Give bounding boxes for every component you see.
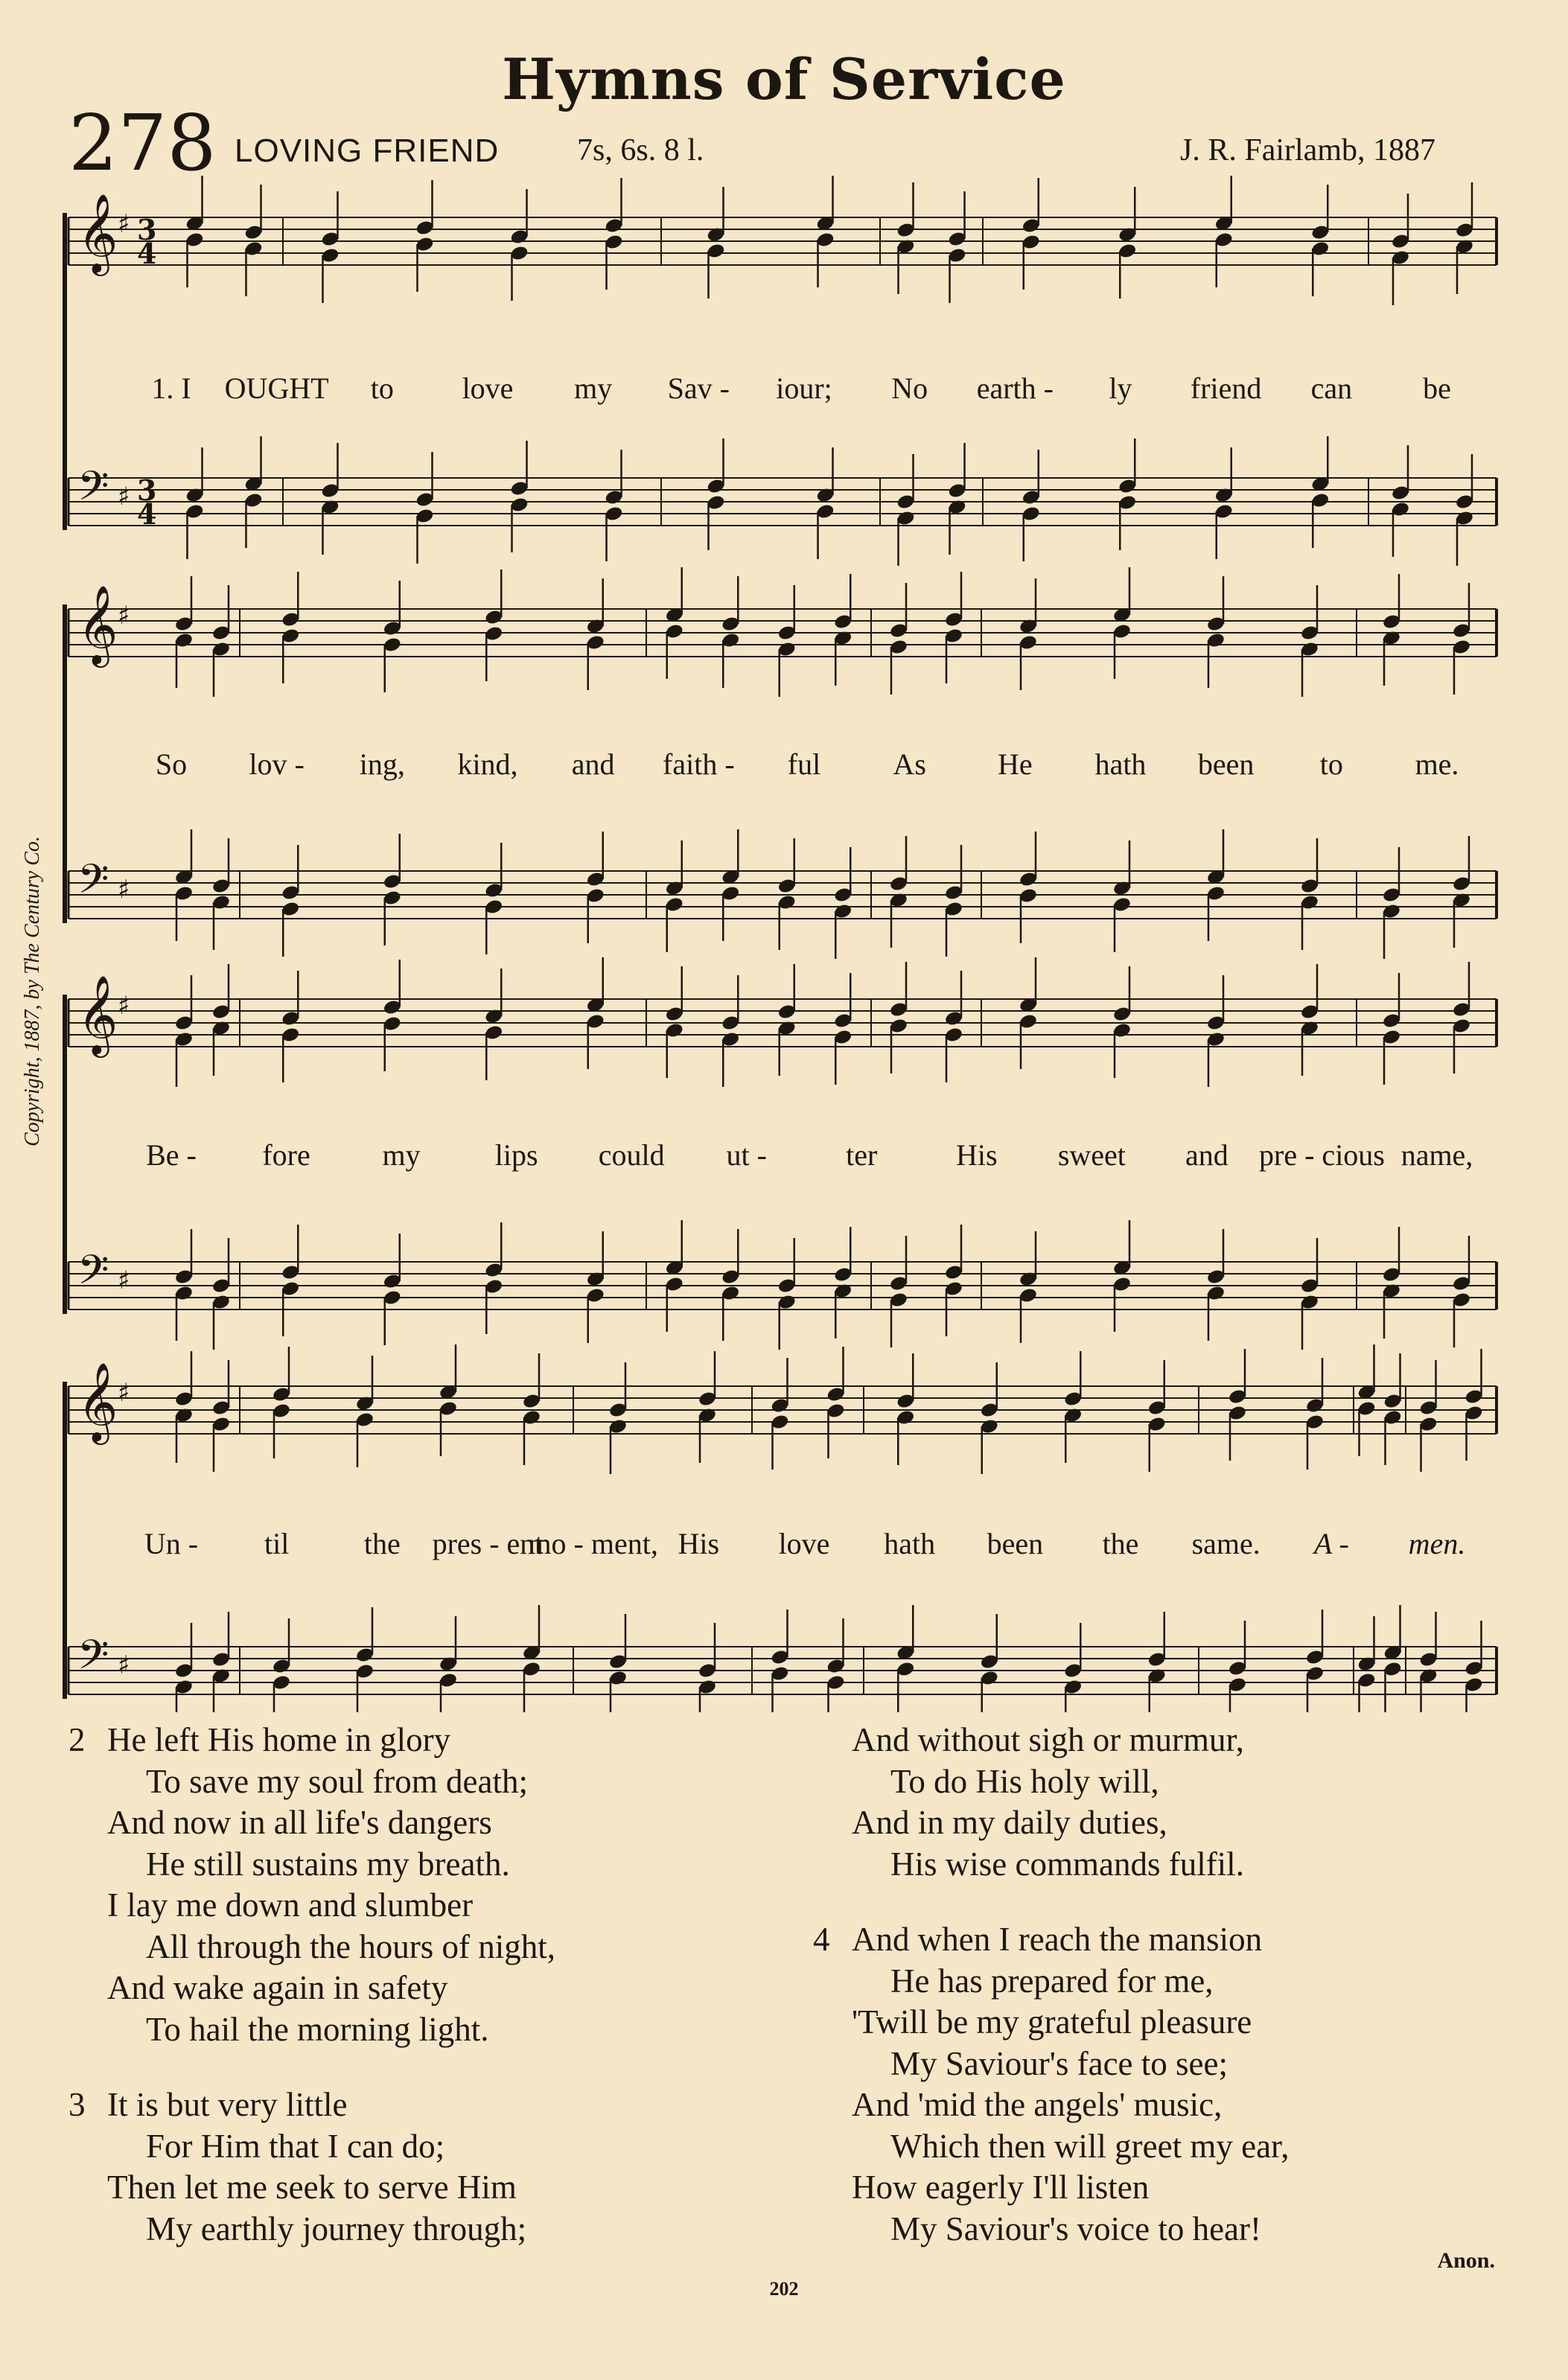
verse-text: His wise commands fulfil.: [890, 1845, 1244, 1883]
verse-line: [68, 2084, 555, 2126]
lyric-syllable: As: [893, 747, 926, 781]
lyric-syllable: 1. I: [151, 371, 191, 405]
lyric-syllable: His: [956, 1138, 998, 1172]
lyric-syllable: fore: [262, 1138, 310, 1172]
verse-stanza: [813, 1919, 1290, 2250]
verse-line: [813, 1844, 1290, 1886]
meter: 7s, 6s. 8 l.: [577, 133, 704, 168]
lyric-syllable: been: [987, 1527, 1044, 1560]
lyric-syllable: and: [571, 747, 615, 781]
key-signature-sharp: ♯: [118, 209, 130, 239]
verses-right-column: [813, 1720, 1290, 2284]
verse-text: My Saviour's face to see;: [890, 2044, 1228, 2082]
lyric-syllable: til: [264, 1527, 290, 1560]
lyric-syllable: faith -: [663, 747, 735, 781]
verse-text: How eagerly I'll listen: [852, 2169, 1150, 2206]
page-title: Hymns of Service: [502, 46, 1066, 112]
lyric-syllable: ter: [846, 1138, 878, 1172]
time-signature: 3: [137, 213, 157, 246]
key-signature-sharp: ♯: [118, 1266, 130, 1295]
lyric-syllable: iour;: [776, 371, 832, 405]
verse-text: Which then will greet my ear,: [890, 2127, 1290, 2165]
tune-name: LOVING FRIEND: [235, 133, 500, 169]
lyric-syllable: ly: [1109, 371, 1132, 405]
copyright-notice: Copyright, 1887, by The Century Co.: [21, 836, 44, 1146]
verse-text: Then let me seek to serve Him: [107, 2169, 517, 2206]
verse-text: He still sustains my breath.: [146, 1845, 510, 1883]
treble-clef: 𝄞: [77, 974, 118, 1054]
verse-stanza: [813, 1720, 1290, 1885]
verse-text: And 'mid the angels' music,: [852, 2086, 1223, 2123]
verse-text: 'Twill be my grateful pleasure: [852, 2003, 1252, 2041]
lyric-syllable: ful: [787, 747, 821, 781]
lyric-syllable: hath: [1094, 747, 1147, 781]
verse-stanza: [68, 1720, 555, 2050]
lyric-syllable: me.: [1415, 747, 1459, 781]
lyric-syllable: pres - ent: [432, 1527, 544, 1560]
lyric-syllable: the: [1102, 1527, 1139, 1560]
lyric-syllable: No: [891, 371, 928, 405]
lyric-syllable: sweet: [1057, 1138, 1126, 1172]
verse-text: To hail the morning light.: [146, 2010, 489, 2048]
lyric-syllable: friend: [1190, 371, 1262, 405]
verse-line: [813, 2167, 1290, 2209]
verse-line: [68, 2126, 555, 2168]
verse-text: And now in all life's dangers: [107, 1804, 492, 1841]
lyric-syllable: my: [574, 371, 613, 405]
key-signature-sharp: ♯: [118, 1650, 130, 1680]
bass-clef: 𝄢: [77, 462, 109, 520]
lyric-syllable: Sav -: [667, 371, 730, 405]
treble-clef: 𝄞: [77, 193, 118, 272]
verse-number: 4: [813, 1921, 830, 1958]
lyric-line: [0, 1526, 1568, 1571]
lyric-syllable: my: [382, 1138, 421, 1172]
lyric-syllable: ut -: [726, 1138, 767, 1172]
lyric-syllable: and: [1185, 1138, 1228, 1172]
verse-line: [68, 1968, 555, 2009]
lyric-syllable: Be -: [146, 1138, 197, 1172]
verse-number: 3: [68, 2086, 86, 2123]
verse-line: [813, 2084, 1290, 2126]
verse-text: And without sigh or murmur,: [852, 1721, 1244, 1758]
lyric-syllable: same.: [1191, 1527, 1261, 1560]
verse-line: [813, 2002, 1290, 2044]
lyric-syllable: mo - ment,: [528, 1527, 658, 1560]
lyric-syllable: to: [1319, 747, 1343, 781]
lyric-syllable: lov -: [249, 747, 305, 781]
verses-left-column: [68, 1720, 555, 2284]
hymn-number: 278: [68, 98, 217, 188]
lyric-syllable: men.: [1408, 1527, 1466, 1560]
verse-line: [68, 1761, 555, 1803]
lyric-line: [0, 747, 1568, 791]
verse-line: [813, 1919, 1290, 1961]
lyric-syllable: So: [155, 747, 188, 781]
verse-text: For Him that I can do;: [146, 2127, 445, 2165]
lyric-syllable: could: [598, 1138, 665, 1172]
verse-text: To save my soul from death;: [146, 1762, 528, 1800]
lyric-syllable: earth -: [976, 371, 1054, 405]
lyric-syllable: hath: [884, 1527, 936, 1560]
lyric-syllable: been: [1197, 747, 1255, 781]
verse-text: My earthly journey through;: [146, 2210, 527, 2247]
verse-text: And in my daily duties,: [852, 1804, 1167, 1841]
lyric-syllable: love: [778, 1527, 830, 1560]
lyric-syllable: lips: [494, 1138, 538, 1172]
verse-line: [813, 1720, 1290, 1761]
verse-number: 2: [68, 1721, 86, 1758]
lyric-syllable: the: [363, 1527, 401, 1560]
verse-line: [68, 1927, 555, 1968]
time-signature: 3: [137, 473, 157, 507]
verse-line: [813, 2044, 1290, 2085]
lyric-line: [0, 1138, 1568, 1182]
verse-line: [813, 1961, 1290, 2003]
verse-text: All through the hours of night,: [146, 1927, 555, 1965]
lyric-syllable: OUGHT: [224, 371, 329, 405]
verse-text: And wake again in safety: [107, 1969, 448, 2006]
lyric-syllable: He: [998, 747, 1033, 781]
lyric-syllable: love: [462, 371, 514, 405]
verse-line: [813, 1802, 1290, 1844]
author: Anon.: [1437, 2248, 1495, 2273]
bass-clef: 𝄢: [77, 1631, 109, 1688]
lyric-syllable: can: [1310, 371, 1353, 405]
verse-line: [813, 2126, 1290, 2168]
verse-text: My Saviour's voice to hear!: [890, 2210, 1261, 2247]
verse-text: It is but very little: [107, 2086, 348, 2123]
lyric-syllable: Un -: [144, 1527, 199, 1560]
verse-line: [68, 1802, 555, 1844]
bass-clef: 𝄢: [77, 855, 109, 913]
lyric-syllable: name,: [1400, 1138, 1473, 1172]
verse-line: [68, 1720, 555, 1761]
key-signature-sharp: ♯: [118, 991, 130, 1021]
lyric-syllable: be: [1423, 371, 1451, 405]
lyric-syllable: His: [678, 1527, 720, 1560]
bass-clef: 𝄢: [77, 1246, 109, 1304]
lyric-syllable: kind,: [457, 747, 518, 781]
page-number: 202: [769, 2278, 799, 2300]
lyric-line: [0, 371, 1568, 415]
verse-text: I lay me down and slumber: [107, 1886, 474, 1924]
key-signature-sharp: ♯: [118, 875, 130, 905]
treble-clef: 𝄞: [77, 1362, 118, 1441]
verse-line: [813, 2209, 1290, 2250]
verse-text: To do His holy will,: [890, 1762, 1159, 1800]
verse-text: He left His home in glory: [107, 1721, 451, 1758]
lyric-syllable: to: [370, 371, 394, 405]
verse-text: And when I reach the mansion: [852, 1921, 1263, 1958]
treble-clef: 𝄞: [77, 584, 118, 664]
key-signature-sharp: ♯: [118, 1378, 130, 1408]
key-signature-sharp: ♯: [118, 482, 130, 511]
verse-line: [813, 1761, 1290, 1803]
verse-stanza: [68, 2084, 555, 2250]
lyric-syllable: A -: [1313, 1527, 1349, 1560]
time-signature: 4: [137, 497, 157, 531]
verse-line: [68, 1885, 555, 1927]
key-signature-sharp: ♯: [118, 601, 130, 631]
verse-line: [68, 2209, 555, 2250]
verse-line: [68, 2167, 555, 2209]
lyric-syllable: pre - cious: [1259, 1138, 1385, 1172]
composer: J. R. Fairlamb, 1887: [1180, 133, 1435, 168]
verse-line: [68, 1844, 555, 1886]
verse-text: He has prepared for me,: [890, 1962, 1214, 2000]
lyric-syllable: ing,: [359, 747, 405, 781]
time-signature: 4: [137, 237, 157, 270]
verse-line: [68, 2009, 555, 2051]
